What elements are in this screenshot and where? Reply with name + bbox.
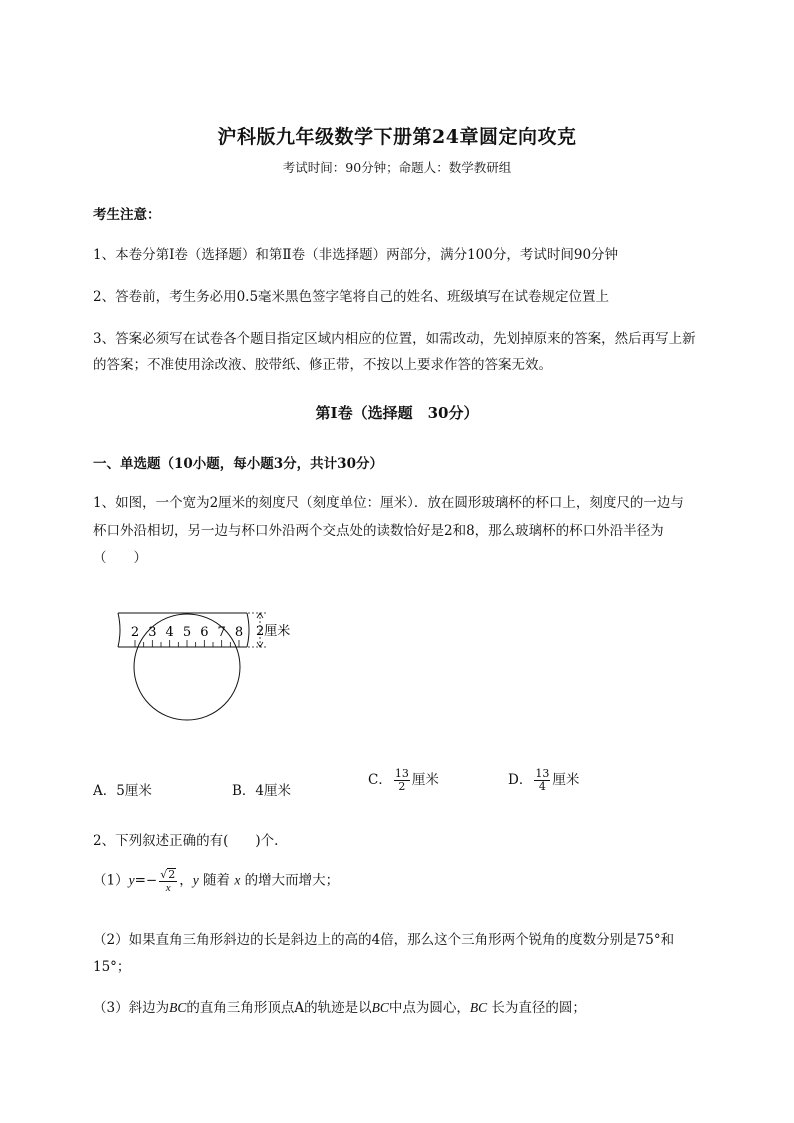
s1-var-x: x [234,872,241,888]
width-label: 2厘米 [256,624,290,639]
s1-var-y: y [128,872,135,888]
q2-stem: 2、下列叙述正确的有( )个. [93,833,279,849]
q2-statement-1 [93,868,339,894]
s1-text-1: 随着 [198,872,235,889]
option-d-denominator: 4 [538,780,546,793]
notice-item-1: 1、本卷分第I卷（选择题）和第Ⅱ卷（非选择题）两部分，满分100分，考试时间90分钟 [93,247,619,263]
s1-numerator: 2 [168,868,176,881]
exam-info: 考试时间：90分钟；命题人：数学教研组 [282,160,512,175]
s1-prefix: （1） [93,872,129,889]
s1-equals: =− [134,872,158,889]
ruler-break-right [247,613,249,647]
q2-statement-2-cont: 15°； [93,959,131,975]
ruler-number: 2 [130,625,140,640]
ruler-number: 6 [200,625,209,640]
q2-statement-3 [93,996,586,1016]
s3-bc-3: BC [469,1000,488,1015]
ruler-number: 4 [165,625,174,640]
page-title: 沪科版九年级数学下册第24章圆定向攻克 [217,126,577,148]
s3-text-b: 的直角三角形顶点A的轨迹是以 [186,1000,372,1016]
option-d-fraction [534,768,550,793]
notice-heading: 考生注意： [93,207,161,223]
q1-line-2: 杯口外沿相切，另一边与杯口外沿两个交点处的读数恰好是2和8，那么玻璃杯的杯口外沿半径为 [93,523,664,539]
option-c-numerator: 13 [394,767,409,780]
q1-line-1: 1、如图，一个宽为2厘米的刻度尺（刻度单位：厘米）．放在圆形玻璃杯的杯口上，刻度尺的一边与 [93,495,684,511]
ruler-number: 7 [217,625,226,640]
s3-bc-2: BC [371,1000,389,1015]
s3-bc-1: BC [169,1000,187,1015]
q1-option-d[interactable] [508,768,579,793]
option-c-unit: 厘米 [411,772,439,788]
s3-text-c: 中点为圆心， [388,1000,470,1016]
s1-fraction: $\frac{√2}{x}$ [160,868,176,894]
s1-comma: ， [179,872,193,889]
q1-option-b[interactable]: B．4厘米 [232,783,292,799]
notice-item-2: 2、答卷前，考生务必用0.5毫米黑色签字笔将自己的姓名、班级填写在试卷规定位置上 [93,289,610,305]
option-c-fraction [394,768,410,793]
option-d-unit: 厘米 [552,772,580,788]
q1-figure [110,600,290,730]
option-c-denominator: 2 [398,780,406,793]
section-title: 第I卷（选择题 30分） [315,404,479,422]
part-heading: 一、单选题（10小题，每小题3分，共计30分） [93,456,383,472]
option-c-prefix: C． [368,772,392,788]
ruler-number: 3 [148,625,157,640]
q1-line-3: （ ） [93,550,147,566]
s1-var-y2: y [192,872,199,888]
s3-text-a: （3）斜边为 [93,1000,170,1016]
option-d-prefix: D． [508,772,533,788]
s1-text-2: 的增大而增大； [240,872,340,889]
q1-option-a[interactable]: A．5厘米 [93,783,152,799]
s3-text-d: 长为直径的圆； [487,1000,586,1016]
s1-denominator: x [165,882,171,894]
ruler-number: 8 [234,625,244,640]
ruler-number: 5 [182,625,192,640]
q1-option-c[interactable] [368,768,439,793]
option-d-numerator: 13 [535,767,550,780]
notice-item-3: 3、答案必须写在试卷各个题目指定区域内相应的位置，如需改动，先划掉原来的答案，然后再写上新 [93,331,696,347]
ruler-break-left [118,613,120,647]
q2-statement-2: （2）如果直角三角形斜边的长是斜边上的高的4倍，那么这个三角形两个锐角的度数分别是75°和 [93,932,675,948]
notice-item-3-cont: 的答案；不准使用涂改液、胶带纸、修正带，不按以上要求作答的答案无效。 [93,357,552,373]
